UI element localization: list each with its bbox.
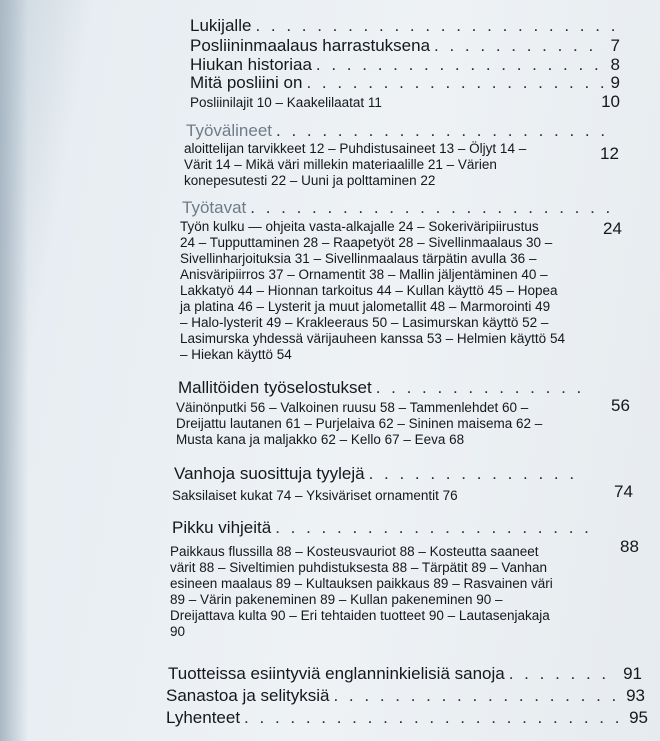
- dot-leader: [250, 198, 616, 218]
- section-title: Työvälineet: [186, 121, 272, 140]
- section-sublisting-line: konepesutesti 22 – Uuni ja polttaminen 22: [184, 173, 436, 188]
- section-sublisting-line: Työn kulku — ohjeita vasta-alkajalle 24 – Sokeriväripiirustus: [180, 219, 539, 234]
- toc-entry-page: 95: [629, 708, 648, 727]
- toc-entry-page: 9: [610, 73, 620, 92]
- section-heading-tyovalineet: [186, 121, 623, 141]
- toc-entry-label: Mitä posliini on: [190, 73, 303, 92]
- dot-leader: [255, 16, 614, 36]
- section-sublisting-line: Dreijattava kulta 90 – Eri tehtaiden tuotteet 90 – Lautasenjakaja: [170, 608, 550, 623]
- section-title: Mallitöiden työselostukset: [178, 378, 372, 397]
- section-page: 56: [611, 396, 630, 415]
- section-sublisting-line: 24 – Tupputtaminen 28 – Raapetyöt 28 – Sivellinmaalaus 30 –: [180, 235, 553, 250]
- section-heading-mallityot: [178, 378, 588, 398]
- section-sublisting-line: esineen maalaus 89 – Kultauksen paikkaus 89 – Rasvainen väri: [170, 576, 553, 591]
- toc-entry-page: 7: [610, 36, 620, 55]
- dot-leader: [276, 121, 617, 141]
- section-page: 12: [600, 144, 619, 163]
- toc-subentry-label: Posliinilajit 10 – Kaakelilaatat 11: [190, 95, 382, 110]
- section-sublisting-line: – Halo-lysterit 49 – Krakleeraus 50 – Lasimurskan käyttö 52 –: [180, 315, 549, 330]
- toc-entry-historia: [190, 55, 620, 75]
- section-sublisting-line: värit 88 – Siveltimien puhdistuksesta 88 – Tärpätit 89 – Vanhan: [170, 560, 547, 575]
- toc-entry-lyhenteet: [166, 708, 648, 728]
- dot-leader: [244, 708, 623, 728]
- section-sublisting-line: 89 – Värin pakeneminen 89 – Kullan pakeneminen 90 –: [170, 592, 503, 607]
- section-sublisting-line: Dreijattu lautanen 61 – Purjelaiva 62 – Sininen maisema 62 –: [176, 416, 543, 431]
- section-sublisting-line: – Hiekan käyttö 54: [180, 347, 292, 362]
- toc-entry-label: Posliininmaalaus harrastuksena: [190, 36, 431, 55]
- section-heading-vihjeet: [172, 518, 597, 538]
- dot-leader: [316, 55, 605, 75]
- section-title: Pikku vihjeitä: [172, 518, 272, 537]
- toc-entry-label: Hiukan historiaa: [190, 55, 312, 74]
- toc-subentry-posliinilajit: [190, 92, 620, 112]
- toc-entry-page: 10: [601, 92, 620, 111]
- toc-entry-page: 93: [626, 686, 645, 705]
- toc-entry-englanti: [168, 664, 642, 684]
- section-sublisting-line: 90: [170, 624, 186, 639]
- toc-entry-posliini: [190, 73, 620, 93]
- dot-leader: [306, 73, 604, 93]
- section-sublisting-line: aloittelijan tarvikkeet 12 – Puhdistusaineet 13 – Öljyt 14 –: [184, 141, 527, 156]
- toc-entry-sanasto: [166, 686, 645, 706]
- section-heading-tyylit: [174, 464, 592, 484]
- toc-entry-page: 8: [610, 55, 620, 74]
- section-page: 88: [620, 537, 639, 556]
- section-page: 74: [614, 482, 633, 501]
- section-sublisting-line: Lasimurska yhdessä värijauheen kanssa 53 – Helmien käyttö 54: [180, 331, 565, 346]
- toc-entry-label: Lukijalle: [190, 16, 252, 35]
- dot-leader: [333, 686, 620, 706]
- dot-leader: [376, 378, 582, 398]
- section-sublisting-line: Lakkatyö 44 – Hionnan tarkoitus 44 – Kullan käyttö 45 – Hopea: [180, 283, 558, 298]
- toc-entry-label: Lyhenteet: [166, 708, 241, 727]
- section-sublisting-line: Väinönputki 56 – Valkoinen ruusu 58 – Tammenlehdet 60 –: [176, 400, 529, 415]
- section-sublisting-line: Paikkaus flussilla 88 – Kosteusvauriot 88 – Kosteutta saaneet: [170, 544, 539, 559]
- section-title: Vanhoja suosittuja tyylejä: [174, 464, 365, 483]
- section-sublisting-line: Värit 14 – Mikä väri millekin materiaalille 21 – Värien: [184, 157, 497, 172]
- dot-leader: [509, 664, 617, 684]
- toc-entry-label: Tuotteissa esiintyviä englanninkielisiä sanoja: [168, 664, 505, 683]
- section-heading-tyotavat: [182, 198, 622, 218]
- dot-leader: [434, 36, 605, 56]
- section-page: 24: [603, 219, 622, 238]
- section-sublisting-line: Musta kana ja maljakko 62 – Kello 67 – Eeva 68: [176, 432, 465, 447]
- toc-entry-lukijalle: [190, 16, 620, 36]
- toc-entry-page: 91: [623, 664, 642, 683]
- dot-leader: [369, 464, 586, 484]
- section-sublisting-line: Anisväripiirros 37 – Ornamentit 38 – Mallin jäljentäminen 40 –: [180, 267, 548, 282]
- dot-leader: [275, 518, 591, 538]
- section-sublisting-line: Sivellinharjoituksia 31 – Sivellinmaalaus tärpätin avulla 36 –: [180, 251, 537, 266]
- section-title: Työtavat: [182, 198, 247, 217]
- toc-entry-harrastus: [190, 36, 620, 56]
- section-sublisting-line: Saksilaiset kukat 74 – Yksiväriset ornamentit 76: [172, 488, 458, 503]
- toc-entry-label: Sanastoa ja selityksiä: [166, 686, 330, 705]
- section-sublisting-line: ja platina 46 – Lysterit ja muut jalometallit 48 – Marmorointi 49: [180, 299, 551, 314]
